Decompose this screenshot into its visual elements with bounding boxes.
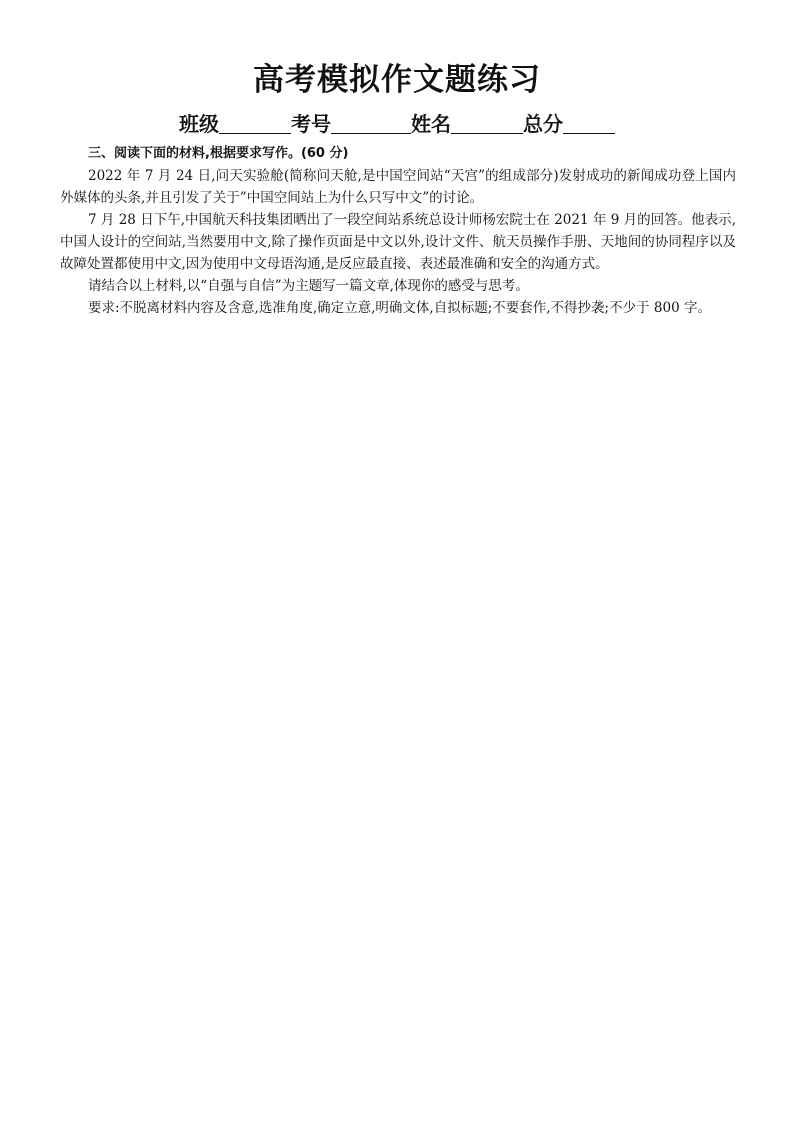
material-paragraph-1: 2022 年 7 月 24 日,问天实验舱(简称问天舱,是中国空间站“天宫”的组成部分)发射成功的新闻成功登上国内外媒体的头条,并且引发了关于”中国空间站上为什么只写中文”的讨论。 — [60, 168, 736, 206]
name-blank — [451, 115, 523, 134]
exam-number-label: 考号 — [291, 112, 331, 136]
exam-number-blank — [331, 115, 411, 134]
essay-question — [60, 143, 736, 319]
material-paragraph-2: 7 月 28 日下午,中国航天科技集团晒出了一段空间站系统总设计师杨宏院士在 2021 年 9 月的回答。他表示,中国人设计的空间站,当然要用中文,除了操作页面是中文以外,设计文件、航天员操作手册、天地间的协同程序以及故障处置都使用中文,因为使用中文母语沟通,是反应最直接、表述最准确和安全的沟通方式。 — [60, 212, 736, 272]
requirements-paragraph: 要求:不脱离材料内容及含意,选准角度,确定立意,明确文体,自拟标题;不要套作,不得抄袭;不少于 800 字。 — [88, 300, 711, 316]
total-score-label: 总分 — [523, 112, 563, 136]
student-info-line — [0, 111, 794, 137]
task-paragraph: 请结合以上材料,以“自强与自信”为主题写一篇文章,体现你的感受与思考。 — [88, 278, 529, 294]
question-heading: 三、阅读下面的材料,根据要求写作。(60 分) — [88, 146, 349, 161]
class-label: 班级 — [179, 112, 219, 136]
name-label: 姓名 — [411, 112, 451, 136]
page-title: 高考模拟作文题练习 — [253, 62, 541, 98]
total-score-blank — [563, 115, 615, 134]
class-blank — [219, 115, 291, 134]
